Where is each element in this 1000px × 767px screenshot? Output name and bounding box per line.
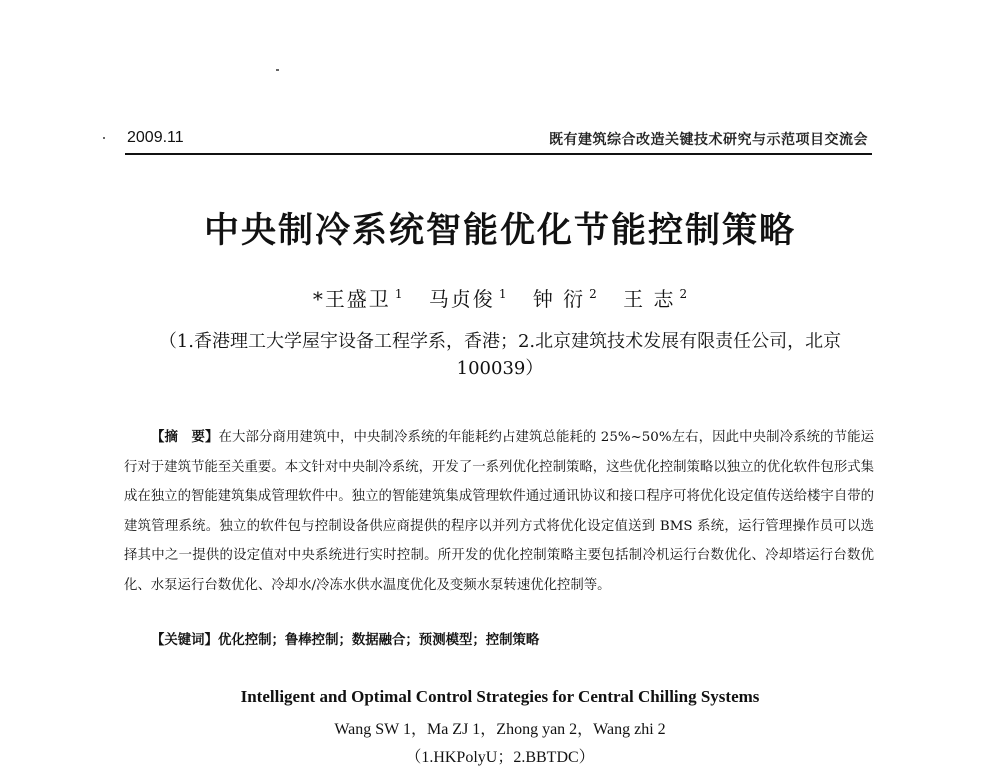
author-affiliation-mark: 2	[589, 287, 597, 302]
author-affiliation-mark: 1	[498, 287, 507, 302]
author	[623, 283, 687, 312]
english-authors: Wang SW 1，Ma ZJ 1，Zhong yan 2，Wang zhi 2	[334, 721, 666, 738]
english-title: Intelligent and Optimal Control Strategies for Central Chilling Systems	[240, 687, 760, 706]
author-name: 马贞俊	[428, 287, 495, 311]
abstract-text: 在大部分商用建筑中，中央制冷系统的年能耗约占建筑总能耗的 25%~50%左右，因此中央制冷系统的节能运行对于建筑节能至关重要。本文针对中央制冷系统，开发了一系列优化控制策略，这些优化控制策略以独立的优化软件包形式集成在独立的智能建筑集成管理软件中。独立的智能建筑集成管理软件通过通讯协议和接口程序可将优化设定值传送给楼宇自带的建筑管理系统。独立的软件包与控制设备供应商提供的程序以并列方式将优化设定值送到 BMS 系统，运行管理操作员可以选择其中之一提供的设定值对中央系统进行实时控制。所开发的优化控制策略主要包括制冷机运行台数优化、冷却塔运行台数优化、水泵运行台数优化、冷却水/冷冻水供水温度优化及变频水泵转速优化控制等。	[124, 430, 875, 593]
author	[313, 283, 403, 312]
header-journal-name: 既有建筑综合改造关键技术研究与示范项目交流会	[549, 132, 868, 148]
author-affiliations: （1.香港理工大学屋宇设备工程学系，香港；2.北京建筑技术发展有限责任公司，北京 100039）	[158, 331, 842, 379]
author	[429, 283, 507, 312]
author-affiliation-mark: 1	[394, 287, 403, 302]
running-header	[125, 129, 872, 151]
author-affiliation-mark: 2	[679, 287, 688, 302]
abstract	[124, 423, 874, 600]
author	[533, 283, 597, 312]
header-rule	[125, 153, 872, 155]
keywords-label: 【关键词】	[151, 632, 218, 648]
keywords-text: 优化控制；鲁棒控制；数据融合；预测模型；控制策略	[217, 632, 540, 648]
abstract-label: 【摘 要】	[151, 429, 219, 445]
scan-speck	[103, 137, 105, 139]
author-list	[0, 283, 1000, 312]
author-name: 王 志	[623, 287, 676, 311]
english-affiliation: （1.HKPolyU；2.BBTDC）	[405, 749, 595, 766]
author-name: *王盛卫	[312, 287, 391, 311]
header-date: 2009.11	[127, 129, 184, 146]
paper-title: 中央制冷系统智能优化节能控制策略	[203, 211, 796, 251]
author-name: 钟 衍	[532, 287, 586, 311]
scan-speck	[276, 69, 279, 71]
keywords	[151, 627, 871, 654]
